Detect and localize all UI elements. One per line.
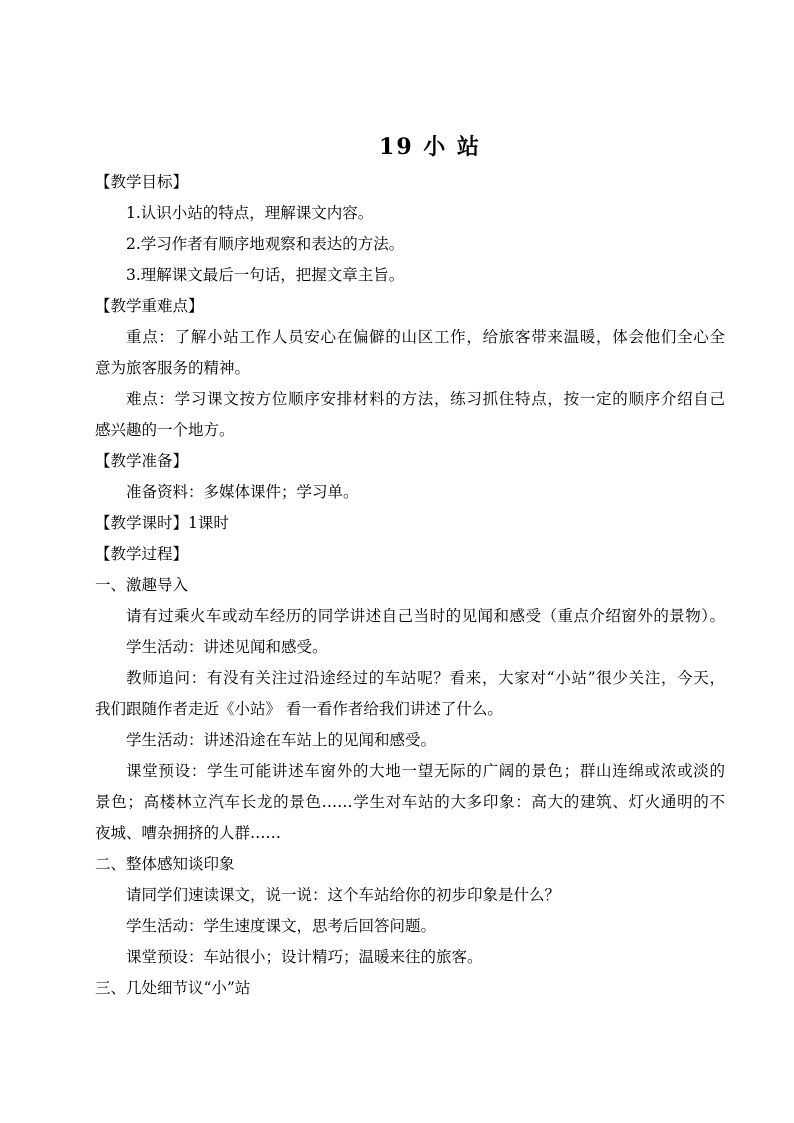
page-title: 19 小 站: [379, 134, 481, 160]
text-line: 【教学准备】: [95, 452, 189, 470]
text-line: 【教学重难点】: [95, 297, 204, 315]
text-line: 3.理解课文最后一句话，把握文章主旨。: [126, 266, 405, 284]
text-line: 学生活动：讲述沿途在车站上的见闻和感受。: [126, 731, 437, 749]
text-line: 难点：学习课文按方位顺序安排材料的方法，练习抓住特点，按一定的顺序介绍自己: [126, 390, 725, 408]
text-line: 课堂预设：车站很小；设计精巧；温暖来往的旅客。: [126, 948, 483, 966]
text-line: 【教学课时】1课时: [95, 514, 229, 532]
text-line: 一、激趣导入: [95, 576, 189, 594]
text-line: 学生活动：讲述见闻和感受。: [126, 638, 328, 656]
document-body: [95, 167, 725, 1004]
text-line: 意为旅客服务的精神。: [95, 359, 251, 377]
text-line: 教师追问：有没有关注过沿途经过的车站呢？看来，大家对“小站”很少关注，今天，: [126, 669, 725, 687]
text-line: 准备资料：多媒体课件；学习单。: [126, 483, 359, 501]
text-line: 二、整体感知谈印象: [95, 855, 235, 873]
text-line: 感兴趣的一个地方。: [95, 421, 235, 439]
text-line: 1.认识小站的特点，理解课文内容。: [126, 204, 374, 222]
text-line: 【教学目标】: [95, 173, 189, 191]
text-line: 2.学习作者有顺序地观察和表达的方法。: [126, 235, 405, 253]
text-line: 请有过乘火车或动车经历的同学讲述自己当时的见闻和感受（重点介绍窗外的景物）。: [126, 607, 725, 625]
text-line: 请同学们速读课文，说一说：这个车站给你的初步印象是什么？: [126, 886, 561, 904]
text-line: 课堂预设：学生可能讲述车窗外的大地一望无际的广阔的景色；群山连绵或浓或淡的: [126, 762, 725, 780]
text-line: 三、几处细节议“小”站: [95, 979, 251, 997]
text-line: 景色；高楼林立汽车长龙的景色……学生对车站的大多印象：高大的建筑、灯火通明的不: [95, 793, 725, 811]
text-line: 我们跟随作者走近《小站》 看一看作者给我们讲述了什么。: [95, 700, 503, 718]
text-line: 【教学过程】: [95, 545, 189, 563]
text-line: 学生活动：学生速度课文，思考后回答问题。: [126, 917, 437, 935]
text-line: 重点：了解小站工作人员安心在偏僻的山区工作，给旅客带来温暖，体会他们全心全: [126, 328, 725, 346]
text-line: 夜城、嘈杂拥挤的人群……: [95, 824, 282, 842]
